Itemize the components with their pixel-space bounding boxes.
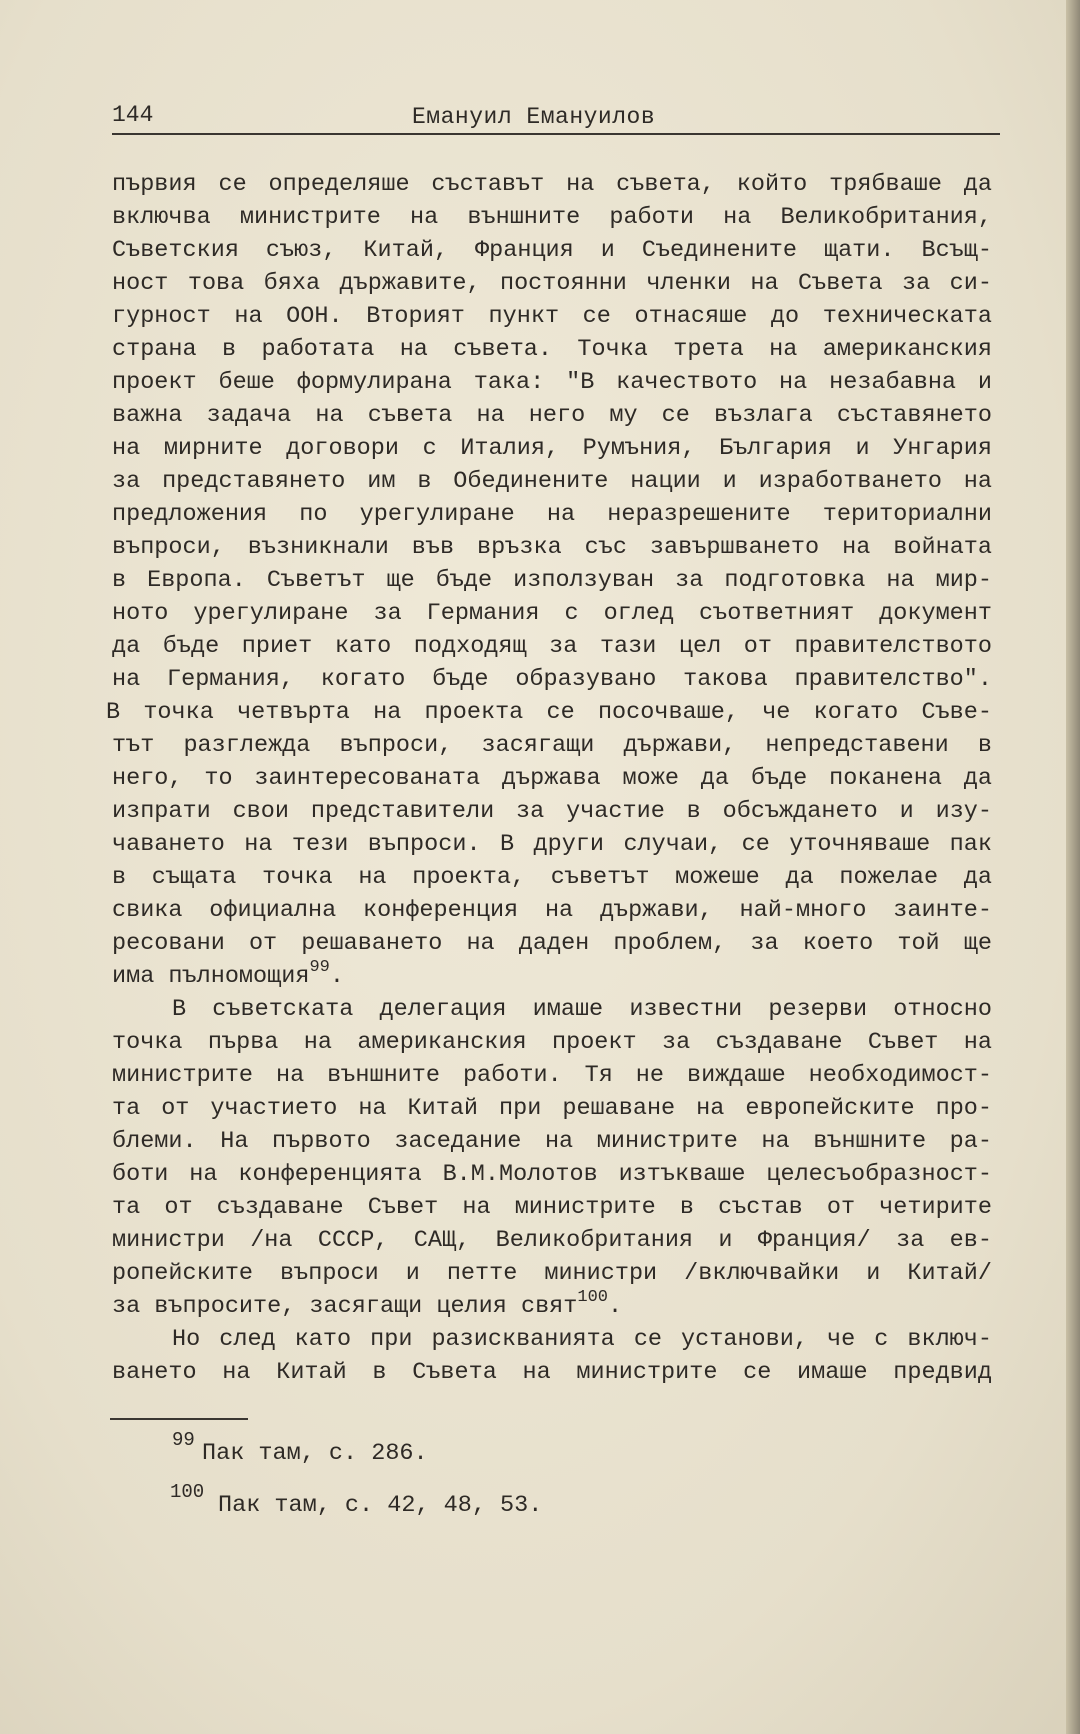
text-line: та от създаване Съвет на министрите в състав от четирите: [112, 1194, 992, 1221]
text-line: Но след като при разискванията се установи, че с включ-: [172, 1326, 992, 1353]
text-line: В точка четвърта на проекта се посочваше, че когато Съве-: [106, 699, 992, 726]
text-fragment: .: [608, 1293, 623, 1320]
text-line: свика официална конференция на държави, най-много заинте-: [112, 897, 992, 924]
text-line: ресовани от решаването на даден проблем, за което той ще: [112, 930, 992, 957]
text-fragment: има пълномощия: [112, 963, 310, 990]
footnote: [172, 1428, 872, 1480]
text-line: [112, 960, 992, 993]
footnote: [172, 1480, 872, 1532]
text-line: чаването на тези въпроси. В други случаи, се уточняваше пак: [112, 831, 992, 858]
text-line: на мирните договори с Италия, Румъния, България и Унгария: [112, 435, 992, 462]
text-line: ването на Китай в Съвета на министрите се имаше предвид: [112, 1359, 992, 1386]
text-line: на Германия, когато бъде образувано такова правителство".: [112, 666, 992, 693]
page-edge-shadow: [1066, 0, 1080, 1734]
text-line: министрите на външните работи. Тя не виждаше необходимост-: [112, 1062, 992, 1089]
footnote-text: Пак там, с. 286.: [202, 1440, 428, 1467]
text-line: въпроси, възникнали във връзка със завършването на войната: [112, 534, 992, 561]
text-line: ното урегулиране за Германия с оглед съответният документ: [112, 600, 992, 627]
text-line: гурност на ООН. Вторият пункт се отнасяше до техническата: [112, 303, 992, 330]
text-line: включва министрите на външните работи на Великобритания,: [112, 204, 992, 231]
footnote-reference: 100: [577, 1290, 608, 1307]
text-line: тът разглежда въпроси, засягащи държави, непредставени в: [112, 732, 992, 759]
text-line: министри /на СССР, САЩ, Великобритания и Франция/ за ев-: [112, 1227, 992, 1254]
text-line: ропейските въпроси и петте министри /включвайки и Китай/: [112, 1260, 992, 1287]
text-line: ност това бяха държавите, постоянни членки на Съвета за си-: [112, 270, 992, 297]
text-line: в същата точка на проекта, съветът можеше да пожелае да: [112, 864, 992, 891]
running-title: Емануил Емануилов: [412, 104, 656, 130]
page-header: [112, 100, 1000, 136]
text-line: проект беше формулирана така: "В качеството на незабавна и: [112, 369, 992, 396]
text-line: страна в работата на съвета. Точка трета на американския: [112, 336, 992, 363]
footnote-mark: 100: [170, 1481, 205, 1503]
text-line: боти на конференцията В.М.Молотов изтъкваше целесъобразност-: [112, 1161, 992, 1188]
header-rule: [112, 133, 1000, 135]
text-line: точка първа на американския проект за създаване Съвет на: [112, 1029, 992, 1056]
text-line: него, то заинтересованата държава може да бъде поканена да: [112, 765, 992, 792]
text-line: важна задача на съвета на него му се възлага съставянето: [112, 402, 992, 429]
text-line: [112, 1290, 992, 1323]
text-line: та от участието на Китай при решаване на европейските про-: [112, 1095, 992, 1122]
body-text: [106, 168, 992, 1389]
footnotes: [172, 1428, 872, 1532]
text-line: в Европа. Съветът ще бъде използуван за подготовка на мир-: [112, 567, 992, 594]
text-line: да бъде приет като подходящ за тази цел от правителството: [112, 633, 992, 660]
text-fragment: за въпросите, засягащи целия свят: [112, 1293, 578, 1320]
text-fragment: .: [329, 963, 344, 990]
text-line: за представянето им в Обединените нации и изработването на: [112, 468, 992, 495]
text-line: първия се определяше съставът на съвета, който трябваше да: [112, 171, 992, 198]
page-number: 144: [112, 102, 154, 128]
text-line: предложения по урегулиране на неразрешените териториални: [112, 501, 992, 528]
footnote-text: Пак там, с. 42, 48, 53.: [218, 1492, 543, 1519]
text-line: блеми. На първото заседание на министрите на външните ра-: [112, 1128, 992, 1155]
text-line: Съветския съюз, Китай, Франция и Съединените щати. Всъщ-: [112, 237, 992, 264]
text-line: изпрати свои представители за участие в обсъждането и изу-: [112, 798, 992, 825]
text-line: В съветската делегация имаше известни резерви относно: [172, 996, 992, 1023]
footnote-mark: 99: [172, 1429, 195, 1451]
footnote-reference: 99: [309, 960, 330, 977]
